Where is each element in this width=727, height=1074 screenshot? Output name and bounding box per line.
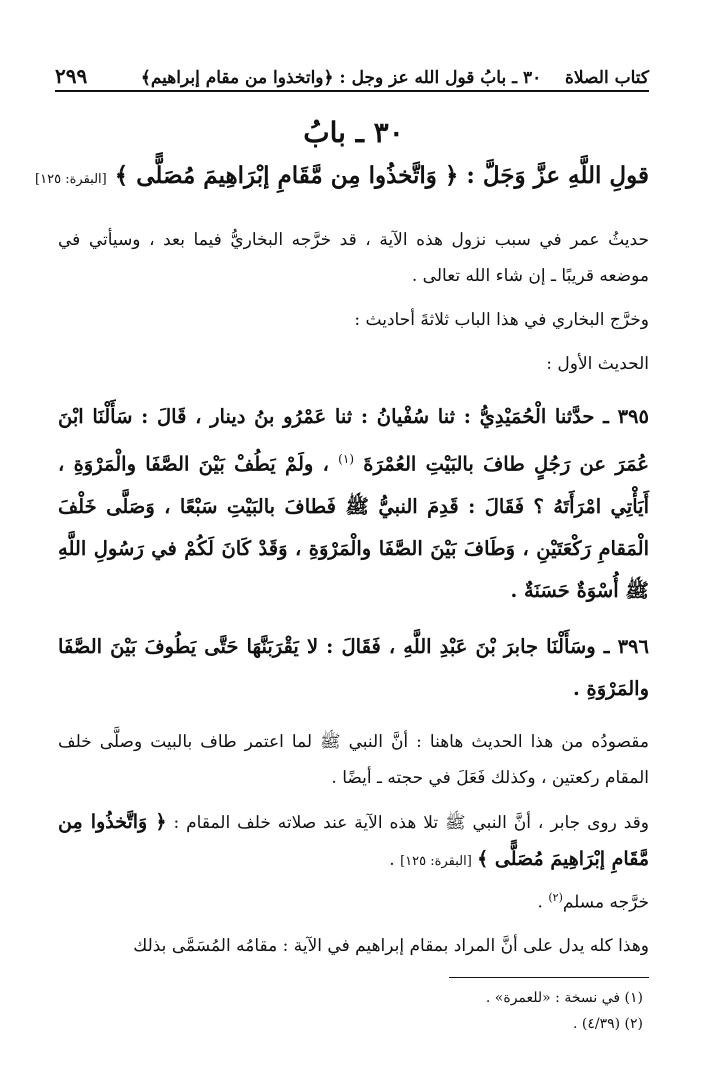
footnotes <box>58 985 643 1037</box>
page-content <box>35 112 650 964</box>
hadith-395 <box>58 396 649 612</box>
chapter-title <box>35 154 649 202</box>
paragraph-5-ref: [البقرة: ١٢٥] <box>400 853 472 869</box>
chapter-number: ٣٠ ـ بابُ <box>303 116 404 149</box>
chapter-verse-ref: [البقرة: ١٢٥] <box>35 172 107 187</box>
footnote-marker-2: (٢) <box>548 890 563 904</box>
footnote-rule <box>449 977 649 978</box>
paragraph-7: وهذا كله يدل على أنَّ المراد بمقام إبراهيم في الآية : مقامُه المُسَمَّى بذلك <box>133 936 649 957</box>
hadith-396: ٣٩٦ ـ وسَأَلْنَا جابرَ بْنَ عَبْدِ اللَّهِ ، فَقَالَ : لا يَقْرَبَنَّهَا حَتَّى يَطُوفَ بَيْنَ الصَّفَا والمَرْوَةِ . <box>58 634 649 700</box>
hadith-395-part-2: ، ولَمْ يَطُفْ بَيْنَ الصَّفَا والْمَرْوَةِ ، أَيَأْتِي امْرَأَتَهُ ؟ فَقَالَ : قَدِمَ النبيُّ ﷺ فَطافَ بالبَيْتِ سَبْعًا ، وَصَلَّى خَلْفَ الْمَقامِ رَكْعَتَيْنِ ، وَطَافَ بَيْنَ الصَّفَا والْمَرْوَةِ ، وَقَدْ كَانَ لَكُمْ في رَسُولِ اللَّهِ ﷺ أُسْوَةٌ حَسَنَةٌ . <box>58 452 649 602</box>
hadith-395-part-1: ٣٩٥ ـ حدَّثنا الْحُمَيْدِيُّ : ثنا سُفْيانُ : ثنا عَمْرُو بنُ دينار ، قَالَ : سَأَلْنَا ابْنَ عُمَرَ عن رَجُلٍ طافَ بالبَيْتِ العُمْرَةَ <box>58 405 649 476</box>
header-rule <box>55 90 649 92</box>
chapter-title-text: قولِ اللَّهِ عزَّ وَجَلَّ : ﴿ وَاتَّخذُوا مِن مَّقَامِ إبْرَاهِيمَ مُصَلًّى ﴾ <box>114 162 649 189</box>
paragraph-6 <box>58 880 649 921</box>
paragraph-5-end: . <box>389 849 395 870</box>
footnote-1: (١) في نسخة : «للعمرة» . <box>485 990 643 1006</box>
book-title: كتاب الصلاة <box>564 68 649 88</box>
footnote-marker-1: (١) <box>338 452 354 466</box>
paragraph-5 <box>58 804 649 880</box>
page-number: ٢٩٩ <box>55 64 88 88</box>
paragraph-6-text: خرَّجه مسلم <box>562 892 649 913</box>
paragraph-6-end: . <box>537 892 543 913</box>
paragraph-4: مقصودُه من هذا الحديث هاهنا : أنَّ النبي ﷺ لما اعتمر طاف بالبيت وصلَّى خلف المقام ركعتين ، وكذلك فَعَلَ في حجته ـ أيضًا . <box>58 731 649 788</box>
paragraph-1: حديثُ عمر في سبب نزول هذه الآية ، قد خرَّجه البخاريُّ فيما بعد ، وسيأتي في موضعه قريبًا ـ إن شاء الله تعالى . <box>58 230 649 286</box>
paragraph-2: وخرَّج البخاري في هذا الباب ثلاثةَ أحاديث : <box>354 310 649 330</box>
paragraph-3: الحديث الأول : <box>546 354 649 374</box>
paragraph-5-text: وقد روى جابر ، أنَّ النبي ﷺ تلا هذه الآية عند صلاته خلف المقام : <box>173 812 650 833</box>
chapter-header-title: ٣٠ ـ بابُ قول الله عز وجل : ﴿واتخذوا من مقام إبراهيم﴾ <box>140 68 542 88</box>
running-header <box>55 58 649 88</box>
paragraph-5-verse: ﴿ وَاتَّخذُوا مِن مَّقَامِ إبْرَاهِيمَ مُصَلًّى ﴾ <box>58 810 649 870</box>
footnote-2: (٢) (٤/٣٩) . <box>572 1016 643 1032</box>
